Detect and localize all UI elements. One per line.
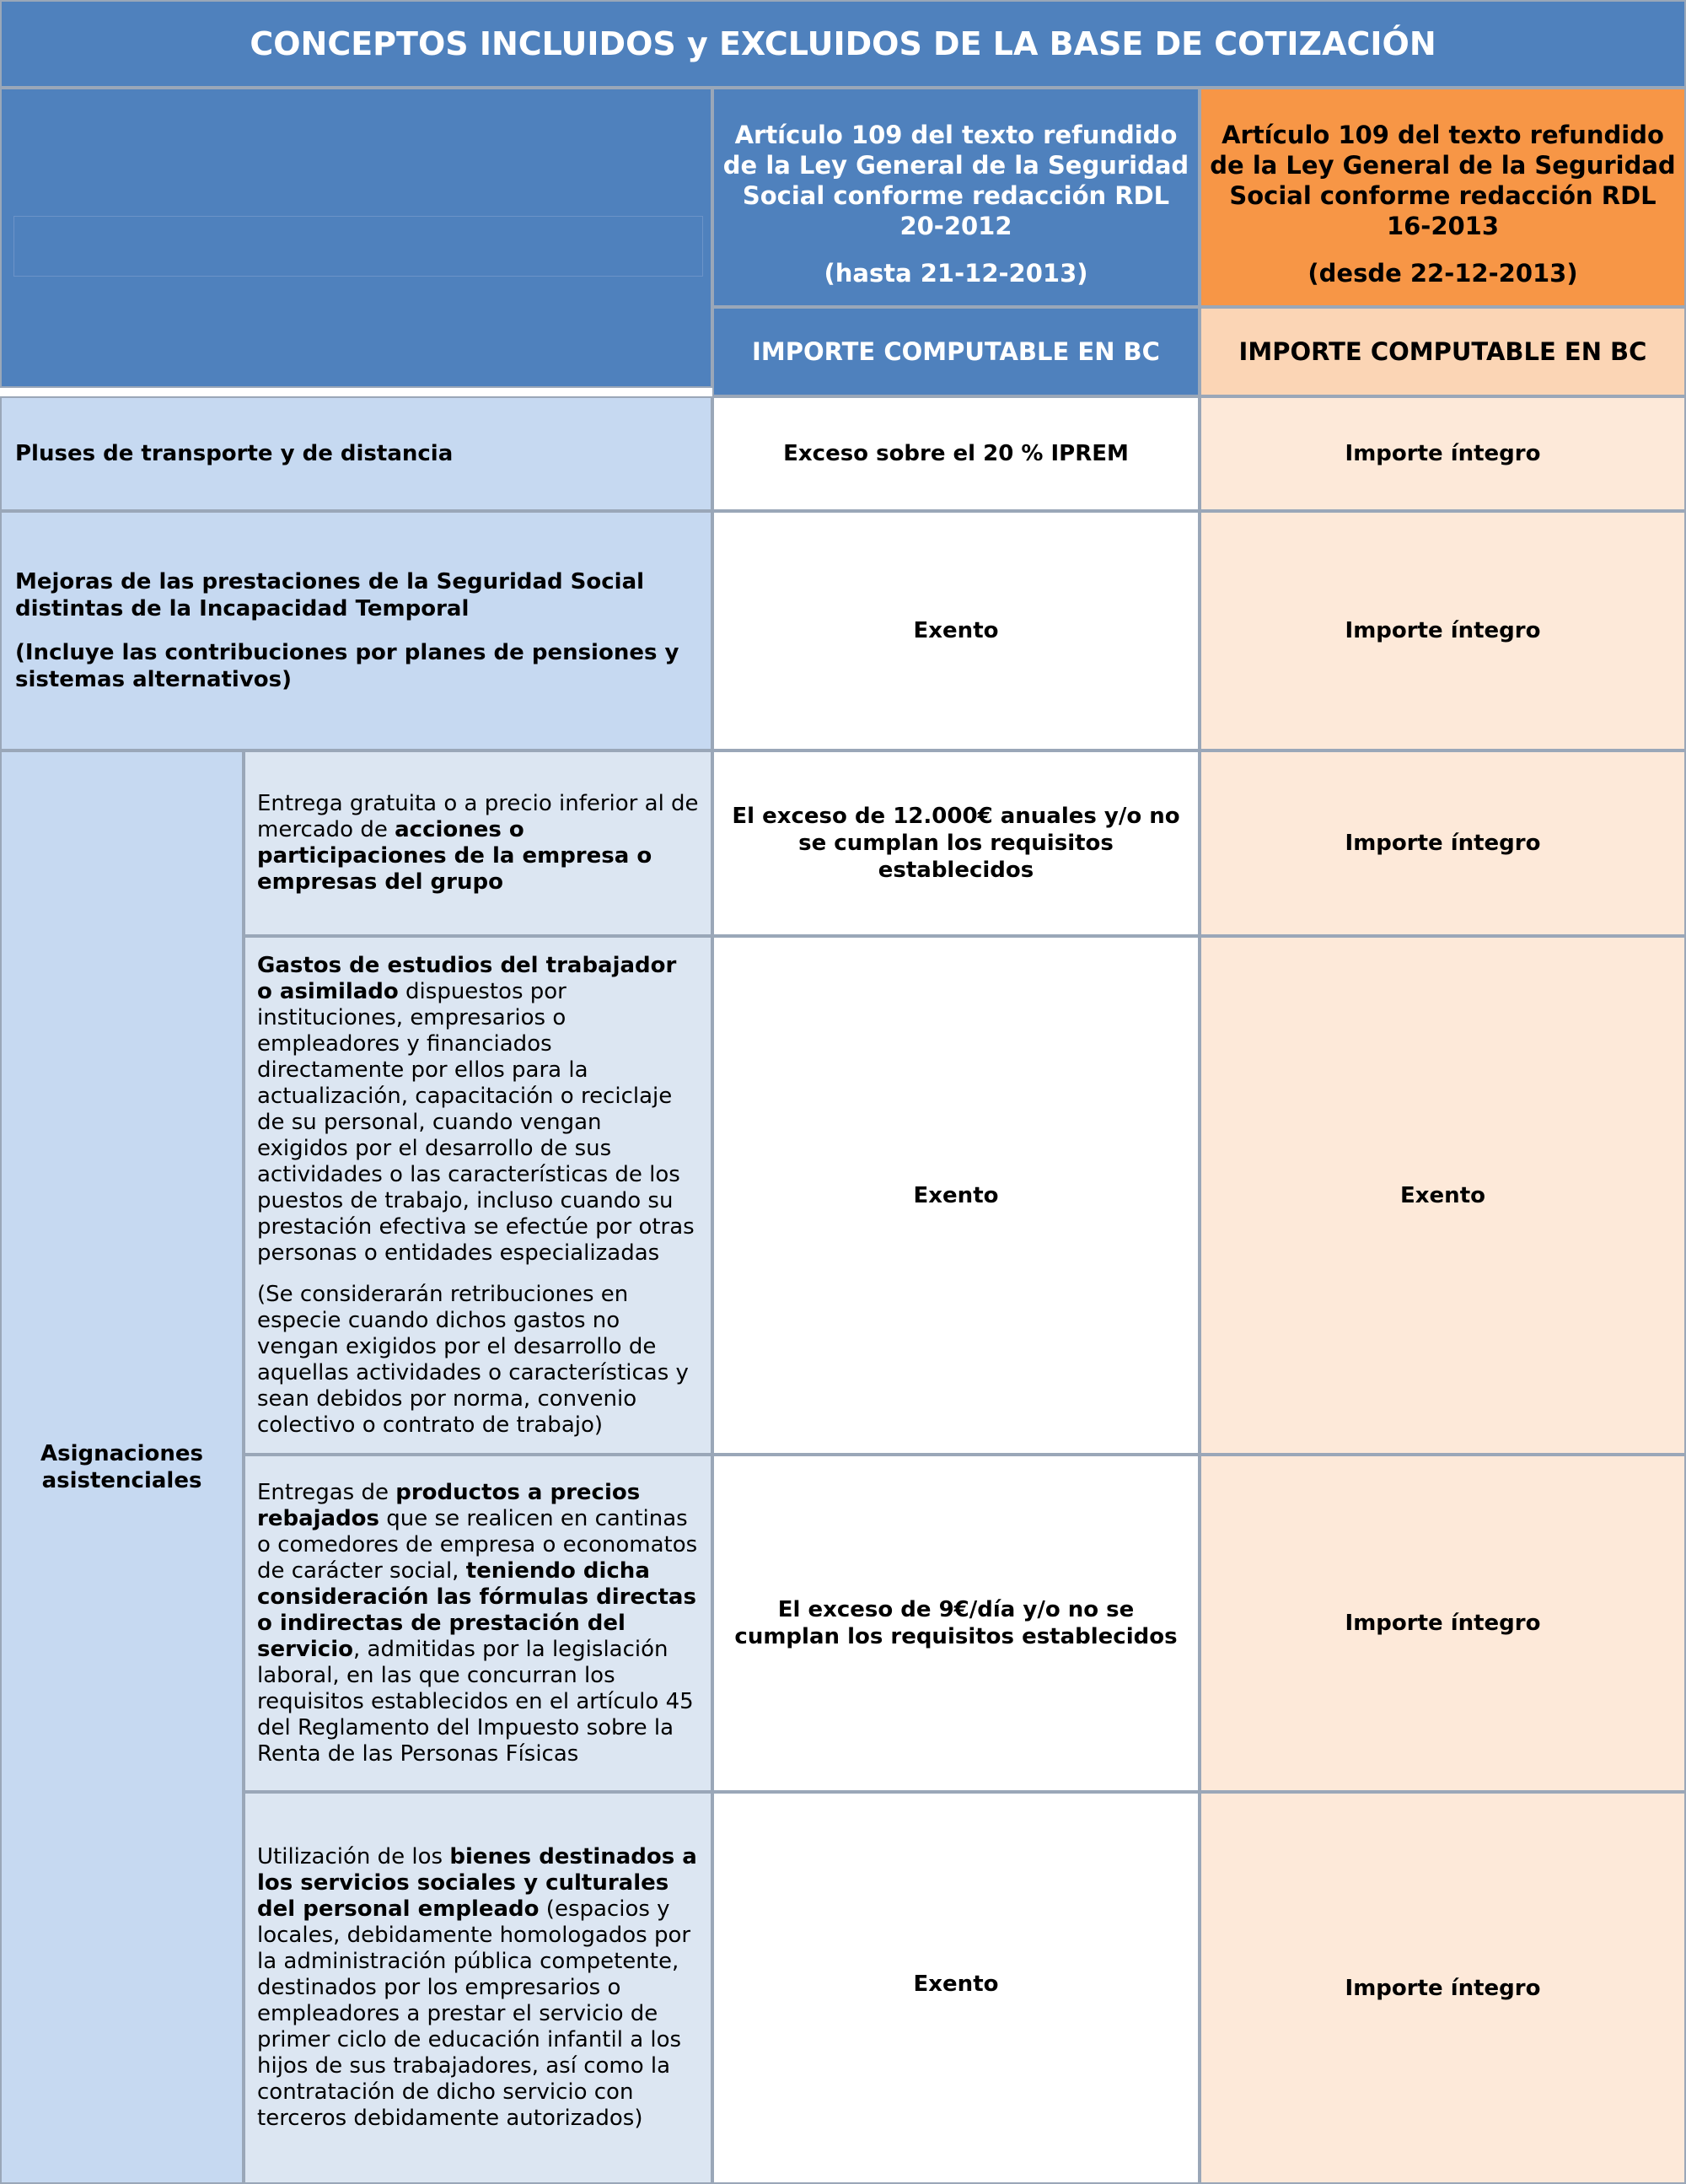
header-blank-cell bbox=[0, 88, 712, 388]
group-item-description bbox=[257, 791, 699, 896]
header-rdl-16-2013-text: Artículo 109 del texto refundido de la Ley General de la Seguridad Social conforme redacción RDL 16-2013 bbox=[1210, 121, 1676, 240]
group-label-asignaciones-asistenciales bbox=[0, 750, 244, 2184]
group-item-description bbox=[257, 953, 699, 1267]
header-rdl-16-2013-date: (desde 22-12-2013) bbox=[1307, 259, 1578, 288]
row-label-mejoras-prestaciones bbox=[0, 511, 712, 750]
row-value-col2: Importe íntegro bbox=[1200, 511, 1686, 750]
desc-text: Entregas de bbox=[257, 1479, 396, 1505]
header-rdl-20-2012-text: Artículo 109 del texto refundido de la Ley General de la Seguridad Social conforme redacción RDL 20-2012 bbox=[722, 121, 1189, 240]
group-item-value-col1: El exceso de 9€/día y/o no se cumplan los requisitos establecidos bbox=[712, 1455, 1200, 1792]
group-item-value-col2: Importe íntegro bbox=[1200, 1792, 1686, 2184]
desc-text: que se realicen en cantinas o comedores de empresa o economatos de carácter social, bbox=[257, 1505, 698, 1584]
desc-bold: acciones o participaciones de la empresa o empresas del grupo bbox=[257, 817, 652, 895]
group-item-value-col2: Exento bbox=[1200, 936, 1686, 1455]
group-item-value-col1: El exceso de 12.000€ anuales y/o no se cumplan los requisitos establecidos bbox=[712, 750, 1200, 936]
row-value-col1: Exceso sobre el 20 % IPREM bbox=[712, 396, 1200, 511]
row-label-note: (Incluye las contribuciones por planes de pensiones y sistemas alternativos) bbox=[15, 640, 679, 692]
desc-text: dispuestos por instituciones, empresarios o empleadores y financiados directamente por ellos para la actualización, capacitación o reciclaje de su personal, cuando vengan exigidos por el desarrollo de sus actividades o las características de los puestos de trabajo, incluso cuando su prestación efectiva se efectúe por otras personas o entidades especializadas bbox=[257, 978, 695, 1266]
group-item-value-col2: Importe íntegro bbox=[1200, 750, 1686, 936]
header-rdl-20-2012 bbox=[712, 88, 1200, 307]
desc-bold: Gastos de estudios del trabajador o asimilado bbox=[257, 952, 677, 1004]
group-item-bienes-servicios-sociales bbox=[244, 1792, 712, 2184]
desc-text: , admitidas por la legislación laboral, en las que concurran los requisitos establecidos en el artículo 45 del Reglamento del Impuesto sobre la Renta de las Personas Físicas bbox=[257, 1636, 694, 1767]
table-title: CONCEPTOS INCLUIDOS y EXCLUIDOS DE LA BASE DE COTIZACIÓN bbox=[0, 0, 1686, 88]
header-blank-inner-frame bbox=[13, 216, 703, 277]
header-rdl-16-2013 bbox=[1200, 88, 1686, 307]
group-item-description bbox=[257, 1480, 699, 1767]
subheader-importe-col1: IMPORTE COMPUTABLE EN BC bbox=[712, 307, 1200, 396]
group-item-acciones bbox=[244, 750, 712, 936]
row-value-col1: Exento bbox=[712, 511, 1200, 750]
row-label-pluses-transporte bbox=[0, 396, 712, 511]
subheader-importe-col2: IMPORTE COMPUTABLE EN BC bbox=[1200, 307, 1686, 396]
desc-bold: productos a precios rebajados bbox=[257, 1479, 641, 1531]
row-label-text: Mejoras de las prestaciones de la Seguridad Social distintas de la Incapacidad Temporal bbox=[15, 569, 645, 621]
desc-bold: bienes destinados a los servicios sociales y culturales del personal empleado bbox=[257, 1844, 697, 1922]
desc-text: Utilización de los bbox=[257, 1844, 450, 1869]
row-value-col2: Importe íntegro bbox=[1200, 396, 1686, 511]
group-item-productos-rebajados bbox=[244, 1455, 712, 1792]
group-item-description bbox=[257, 1844, 699, 2132]
desc-bold: teniendo dicha consideración las fórmulas directas o indirectas de prestación del servicio bbox=[257, 1557, 696, 1662]
group-item-value-col2: Importe íntegro bbox=[1200, 1455, 1686, 1792]
group-item-note: (Se considerarán retribuciones en especie cuando dichos gastos no vengan exigidos por el desarrollo de aquellas actividades o características y sean debidos por norma, convenio colectivo o contrato de trabajo) bbox=[257, 1281, 689, 1438]
group-item-gastos-estudios bbox=[244, 936, 712, 1455]
group-label-text: Asignaciones asistenciales bbox=[40, 1441, 203, 1493]
group-item-value-col1: Exento bbox=[712, 936, 1200, 1455]
row-label-text: Pluses de transporte y de distancia bbox=[15, 441, 454, 466]
desc-text: Entrega gratuita o a precio inferior al de mercado de bbox=[257, 791, 699, 842]
desc-text: (espacios y locales, debidamente homologados por la administración pública competente, destinados por los empresarios o empleadores a prestar el servicio de primer ciclo de educación infantil a los hijos de sus trabajadores, así como la contratación de dicho servicio con terceros debidamente autorizados) bbox=[257, 1896, 691, 2131]
header-rdl-20-2012-date: (hasta 21-12-2013) bbox=[824, 259, 1088, 288]
group-item-value-col1: Exento bbox=[712, 1792, 1200, 2184]
